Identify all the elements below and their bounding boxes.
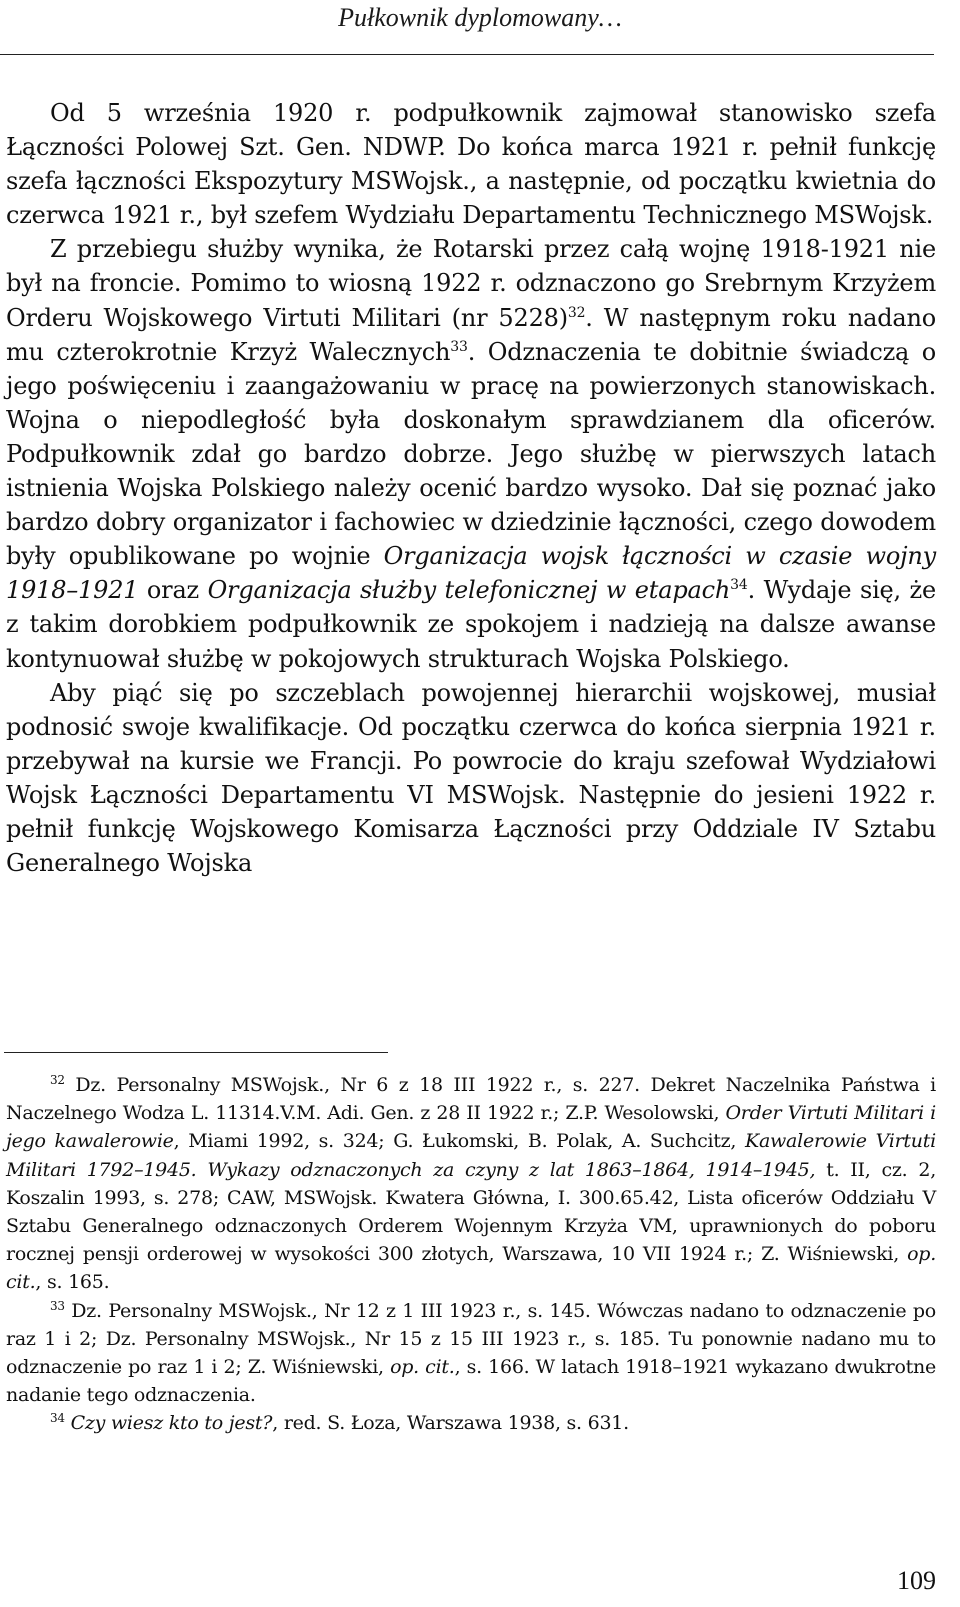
footnote-rule (4, 1052, 388, 1053)
footnote-33-op-cit: op. cit. (390, 1356, 455, 1379)
footnote-ref-34[interactable]: 34 (730, 577, 748, 594)
footnote-34-title: Czy wiesz kto to jest? (64, 1412, 273, 1435)
main-text (6, 96, 936, 880)
footnote-32-text-d: , s. 165. (35, 1271, 110, 1294)
footnote-ref-33[interactable]: 33 (450, 338, 468, 355)
paragraph-1-text: Od 5 września 1920 r. podpułkownik zajmował stanowisko szefa Łączności Polowej Szt. Gen. NDWP. Do końca marca 1921 r. pełnił funkcję szefa łączności Ekspozytury MSWojsk., a następnie, od początku kwietnia do czerwca 1921 r., był szefem Wydziału Departamentu Technicznego MSWojsk. (6, 99, 936, 230)
footnote-32-text-a: Dz. Personalny MSWojsk., Nr 6 z 18 III 1922 r., s. 227. Dekret Naczelnika Państwa i Naczelnego Wodza L. 11314.V.M. Adi. Gen. z 28 II 1922 r.; Z.P. Wesolowski, (6, 1074, 936, 1125)
paragraph-2-text-a: Z przebiegu służby wynika, że Rotarski przez całą wojnę 1918-1921 nie był na froncie. Pomimo to wiosną 1922 r. odznaczono go Srebrnym Krzyżem Orderu Wojskowego Virtuti Militari (nr 5228) (6, 235, 936, 332)
paragraph-3-text: Aby piąć się po szczeblach powojennej hierarchii wojskowej, musiał podnosić swoje kwalifikacje. Od początku czerwca do końca sierpnia 1921 r. przebywał na kursie we Francji. Po powrocie do kraju szefował Wydziałowi Wojsk Łączności Departamentu VI MSWojsk. Następnie do jesieni 1922 r. pełnił funkcję Wojskowego Komisarza Łączności przy Oddziale IV Sztabu Generalnego Wojska (6, 678, 936, 878)
running-header: Pułkownik dyplomowany… (338, 3, 622, 32)
footnote-33-text-a: Dz. Personalny MSWojsk., Nr 12 z 1 III 1923 r., s. 145. Wówczas nadano to odznaczenie po raz 1 i 2; Dz. Personalny MSWojsk., Nr 15 z 15 III 1923 r., s. 185. Tu ponownie nadano mu to odznaczenie po raz 1 i 2; Z. Wiśniewski, (6, 1299, 936, 1379)
paragraph-2-text-e: . Wydaje się, że z takim dorobkiem podpułkownik ze spokojem i nadzieją na dalsze awanse kontynuował służbę w pokojowych strukturach Wojska Polskiego. (6, 576, 936, 673)
footnote-32-text-b: , Miami 1992, s. 324; G. Łukomski, B. Polak, A. Suchcitz, (173, 1130, 746, 1153)
paragraph-2-text-b: . W następnym roku nadano mu czterokrotnie Krzyż Walecznych (6, 303, 936, 366)
paragraph-2-text-c: . Odznaczenia te dobitnie świadczą o jego poświęceniu i zaangażowaniu w pracę na powierzonych stanowiskach. Wojna o niepodległość była doskonałym sprawdzianem dla oficerów. Podpułkownik zdał go bardzo dobrze. Jego służbę w pierwszych latach istnienia Wojska Polskiego należy ocenić bardzo wysoko. Dał się poznać jako bardzo dobry organizator i fachowiec w dziedzinie łączności, czego dowodem były opublikowane po wojnie (6, 337, 936, 571)
footnote-32 (6, 1071, 936, 1297)
footnote-33-text-b: , s. 166. W latach 1918–1921 wykazano dwukrotne nadanie tego odznaczenia. (6, 1356, 937, 1407)
footnotes (6, 1071, 936, 1438)
footnote-32-title-1: Order Virtuti Militari i jego kawalerowie (6, 1102, 936, 1153)
footnote-34-text: , red. S. Łoza, Warszawa 1938, s. 631. (272, 1412, 629, 1435)
book-title-2: Organizacja służby telefonicznej w etapach (207, 576, 731, 605)
footnote-34 (6, 1409, 936, 1437)
paragraph-2-text-d: oraz (138, 576, 208, 605)
paragraph-3 (6, 676, 936, 881)
footnote-33-number: 33 (50, 1298, 65, 1313)
footnote-34-number: 34 (50, 1411, 65, 1426)
book-title-1: Organizacja wojsk łączności w czasie wojny 1918–1921 (6, 542, 937, 605)
footnote-32-text-c: t. II, cz. 2, Koszalin 1993, s. 278; CAW, MSWojsk. Kwatera Główna, I. 300.65.42, Lista oficerów Oddziału V Sztabu Generalnego odznaczonych Orderem Wojennym Krzyża VM, uprawnionych do poboru rocznej pensji orderowej w wysokości 300 złotych, Warszawa, 10 VII 1924 r.; Z. Wiśniewski, (6, 1158, 936, 1266)
footnote-32-op-cit: op. cit. (6, 1243, 936, 1294)
paragraph-2 (6, 232, 936, 675)
footnote-33 (6, 1297, 936, 1410)
page-number: 109 (897, 1566, 936, 1595)
paragraph-1 (6, 96, 936, 232)
footnote-32-number: 32 (50, 1073, 65, 1087)
footnote-ref-32[interactable]: 32 (567, 304, 586, 321)
footnote-32-title-2: Kawalerowie Virtuti Militari 1792–1945. Wykazy odznaczonych za czyny z lat 1863–1864, 1914–1945, (6, 1130, 936, 1181)
header-rule (0, 54, 934, 55)
